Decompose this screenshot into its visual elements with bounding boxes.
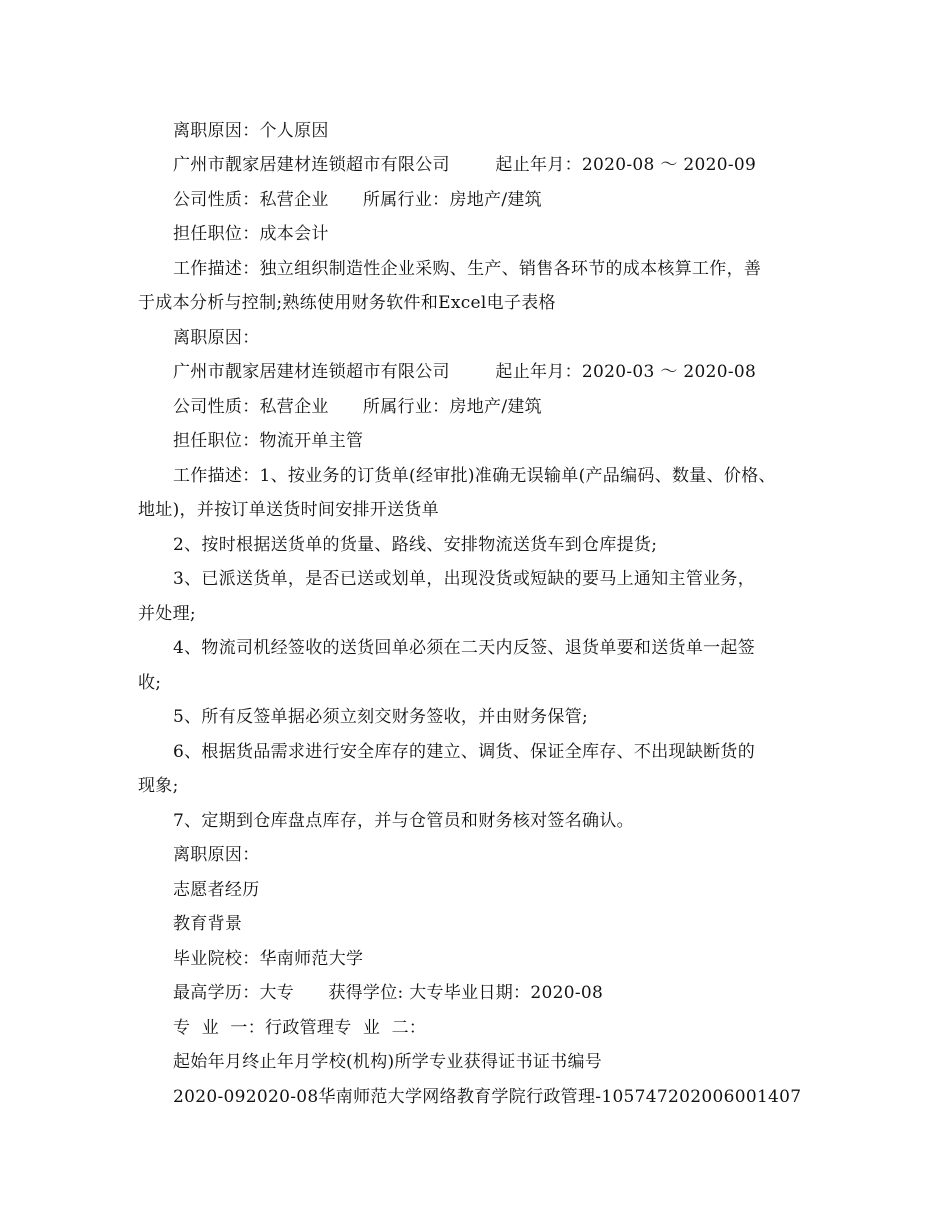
- graduate-school: 毕业院校：华南师范大学: [173, 949, 364, 969]
- company-period-line: 广州市靓家居建材连锁超市有限公司 起止年月：2020-08 ～ 2020-09: [173, 155, 757, 175]
- company-nature-line: 公司性质：私营企业 所属行业：房地产/建筑: [173, 397, 542, 417]
- company-nature-line: 公司性质：私营企业 所属行业：房地产/建筑: [173, 190, 542, 210]
- duty-item-2: 2、按时根据送货单的货量、路线、安排物流送货车到仓库提货;: [173, 535, 658, 555]
- leave-reason-2: 离职原因：: [173, 328, 260, 348]
- education-heading: 教育背景: [173, 914, 243, 934]
- volunteer-heading: 志愿者经历: [173, 880, 260, 900]
- duty-item-3: 3、已派送货单，是否已送或划单，出现没货或短缺的要马上通知主管业务，: [173, 569, 756, 589]
- job-description-cont: 地址)，并按订单送货时间安排开送货单: [138, 500, 440, 520]
- leave-reason-1: 离职原因：个人原因: [173, 121, 329, 141]
- education-table-header: 起始年月终止年月学校(机构)所学专业获得证书证书编号: [173, 1052, 603, 1072]
- duty-item-7: 7、定期到仓库盘点库存，并与仓管员和财务核对签名确认。: [173, 811, 634, 831]
- duty-item-6: 6、根据货品需求进行安全库存的建立、调货、保证全库存、不出现缺断货的: [173, 742, 756, 762]
- duty-item-4: 4、物流司机经签收的送货回单必须在二天内反签、退货单要和送货单一起签: [173, 638, 756, 658]
- job-description-cont: 于成本分析与控制;熟练使用财务软件和Excel电子表格: [138, 293, 556, 313]
- duty-item-5: 5、所有反签单据必须立刻交财务签收，并由财务保管;: [173, 707, 589, 727]
- company-period-line: 广州市靓家居建材连锁超市有限公司 起止年月：2020-03 ～ 2020-08: [173, 362, 757, 382]
- education-table-row: 2020-092020-08华南师范大学网络教育学院行政管理-105747202006001407: [173, 1087, 802, 1107]
- major-line: 专 业 一：行政管理专 业 二：: [173, 1018, 427, 1038]
- job-position: 担任职位：物流开单主管: [173, 431, 364, 451]
- degree-line: 最高学历：大专 获得学位: 大专毕业日期：2020-08: [173, 983, 604, 1003]
- leave-reason-3: 离职原因：: [173, 845, 260, 865]
- job-position: 担任职位：成本会计: [173, 224, 329, 244]
- job-description: 工作描述：独立组织制造性企业采购、生产、销售各环节的成本核算工作，善: [173, 259, 762, 279]
- duty-item-3-cont: 并处理;: [138, 604, 196, 624]
- duty-item-6-cont: 现象;: [138, 776, 179, 796]
- duty-item-4-cont: 收;: [138, 673, 162, 693]
- job-description: 工作描述：1、按业务的订货单(经审批)准确无误输单(产品编码、数量、价格、: [173, 466, 776, 486]
